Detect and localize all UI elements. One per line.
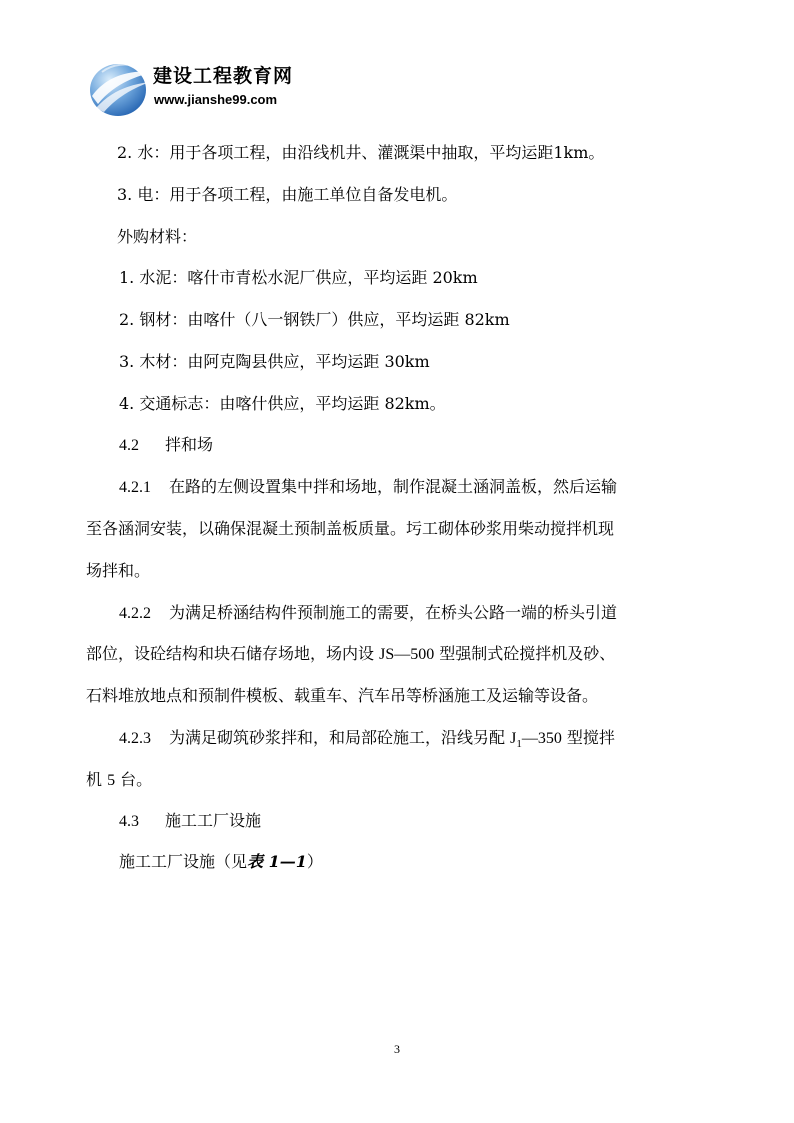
paragraph-number: 4.2.1: [119, 479, 151, 496]
table-reference: 表 1—1: [247, 852, 307, 871]
paragraph-text: 为满足桥涵结构件预制施工的需要，在桥头公路一端的桥头引道: [169, 603, 618, 622]
purchased-materials-heading: 外购材料：: [117, 227, 198, 246]
paragraph-text: 机: [86, 770, 108, 789]
paragraph-text: 施工工厂设施（见: [119, 852, 248, 871]
paragraph-text: 为满足砌筑砂浆拌和，和局部砼施工，沿线另配: [169, 728, 511, 747]
water-line: 2. 水：用于各项工程，由沿线机井、灌溉渠中抽取，平均运距1km。: [117, 143, 605, 162]
paragraph-4-2-2-line-2: [86, 644, 615, 665]
logo-url: www.jianshe99.com: [154, 92, 278, 107]
mixer-model: —350: [521, 730, 562, 747]
globe-logo-icon: [88, 52, 158, 122]
paragraph-number: 4.2.2: [119, 605, 151, 622]
paragraph-text: 部位，设砼结构和块石储存场地，场内设: [86, 644, 380, 663]
paragraph-number: 4.2.3: [119, 730, 151, 747]
steel-line: 2. 钢材：由喀什（八一钢铁厂）供应，平均运距 82km: [119, 310, 510, 329]
logo-brand-name: 建设工程教育网: [153, 65, 294, 87]
site-logo: [88, 52, 298, 122]
paragraph-4-2-1-line-2: 至各涵洞安装，以确保混凝土预制盖板质量。圬工砌体砂浆用柴动搅拌机现: [86, 519, 615, 538]
paragraph-4-2-2-line-3: 石料堆放地点和预制件模板、载重车、汽车吊等桥涵施工及运输等设备。: [86, 686, 599, 705]
mixer-model: JS—500: [379, 646, 435, 663]
paragraph-4-2-1-line-1: [119, 477, 617, 498]
power-line: 3. 电：用于各项工程，由施工单位自备发电机。: [117, 185, 458, 204]
timber-line: 3. 木材：由阿克陶县供应，平均运距 30km: [119, 352, 430, 371]
traffic-signs-line: 4. 交通标志：由喀什供应，平均运距 82km。: [119, 394, 446, 413]
paragraph-4-2-2-line-1: [119, 603, 617, 624]
section-title: 拌和场: [165, 435, 214, 454]
section-title: 施工工厂设施: [165, 811, 262, 830]
paragraph-4-2-1-line-3: 场拌和。: [86, 561, 151, 580]
paragraph-text: 型强制式砼搅拌机及砂、: [434, 644, 616, 663]
mixer-model: J: [510, 730, 517, 747]
section-number: 4.3: [119, 813, 139, 830]
paragraph-text: ）: [306, 852, 323, 871]
paragraph-4-2-3-line-2: [86, 770, 152, 791]
paragraph-text: 在路的左侧设置集中拌和场地，制作混凝土涵洞盖板，然后运输: [169, 477, 618, 496]
section-4-2-heading: [119, 435, 213, 456]
mixer-count: 5: [107, 772, 116, 789]
page-number: 3: [394, 1042, 400, 1056]
factory-facilities-reference: [119, 852, 323, 872]
section-number: 4.2: [119, 437, 139, 454]
section-4-3-heading: [119, 811, 261, 832]
paragraph-text: 型搅拌: [561, 728, 615, 747]
paragraph-4-2-3-line-1: [119, 728, 615, 754]
cement-line: 1. 水泥：喀什市青松水泥厂供应，平均运距 20km: [119, 268, 478, 287]
paragraph-text: 台。: [115, 770, 153, 789]
mixer-model-subscript: 1: [516, 738, 522, 751]
